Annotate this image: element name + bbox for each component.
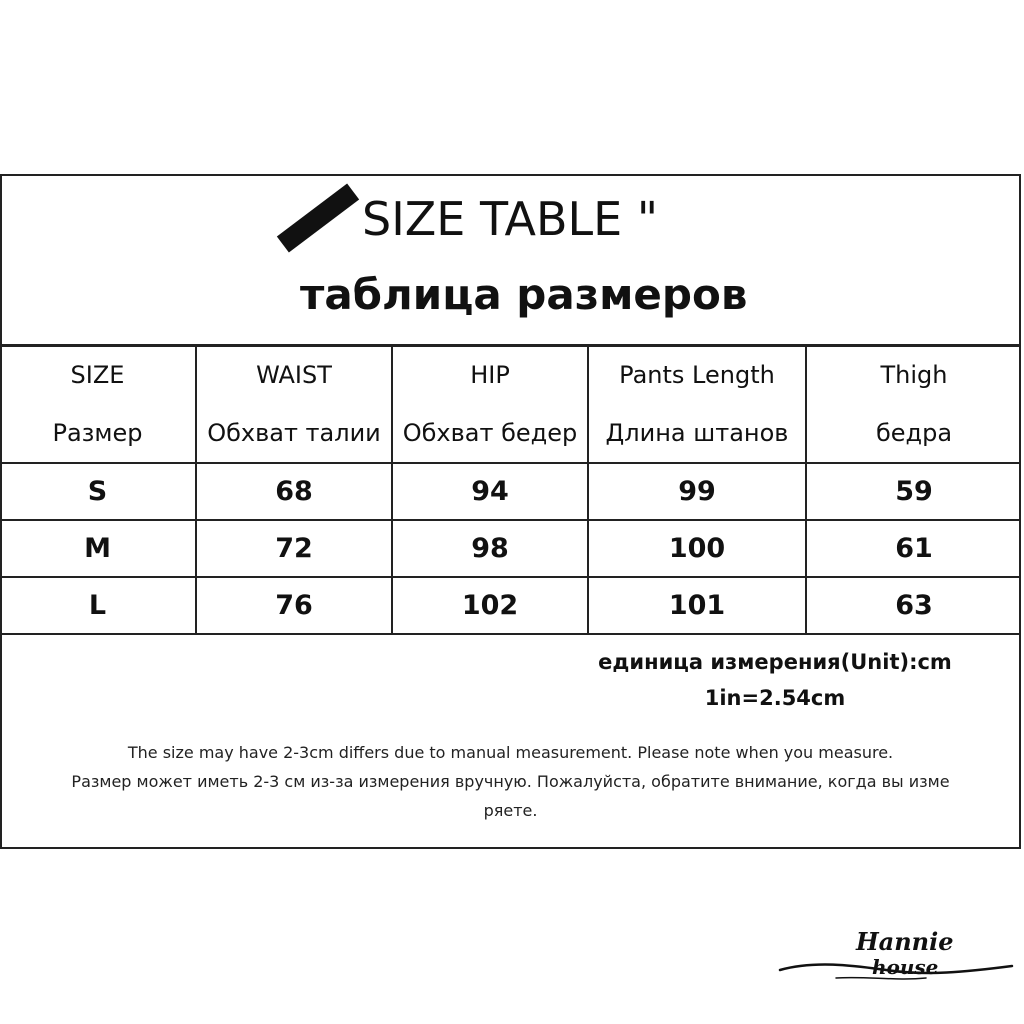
cell-hip: 94 [392,463,588,520]
size-table [0,344,1021,635]
cell-waist: 76 [196,577,392,634]
cell-pants-length: 100 [588,520,806,577]
cell-pants-length: 101 [588,577,806,634]
header-label-ru: бедра [875,419,953,447]
header-waist [196,345,392,463]
header-label-en: Pants Length [619,361,775,389]
brand-logo [776,926,1016,1006]
header-size [0,345,196,463]
header-label-ru: Обхват талии [207,419,381,447]
header-label-en: Thigh [880,361,948,389]
title-english: SIZE TABLE " [362,192,658,246]
cell-waist: 72 [196,520,392,577]
header-hip [392,345,588,463]
header-pants-length [588,345,806,463]
logo-word-top: Hannie [856,927,954,956]
disclaimer-english: The size may have 2-3cm differs due to manual measurement. Please note when you measure. [127,743,894,762]
header-label-en: WAIST [256,361,332,389]
unit-line: единица измерения(Unit):cm [598,650,952,674]
header-label-en: HIP [470,361,510,389]
cell-thigh: 61 [806,520,1021,577]
header-label-ru: Обхват бедер [402,419,578,447]
cell-hip: 102 [392,577,588,634]
table-row [0,577,1021,634]
cell-hip: 98 [392,520,588,577]
cell-size: S [0,463,196,520]
logo-word-bottom: house [872,955,939,979]
cell-waist: 68 [196,463,392,520]
cell-size: M [0,520,196,577]
table-header-row [0,345,1021,463]
conversion-line: 1in=2.54cm [704,686,846,710]
measurement-disclaimer [4,738,1017,825]
table-row [0,520,1021,577]
cell-size: L [0,577,196,634]
disclaimer-russian-continued: ряете. [483,801,538,820]
cell-thigh: 63 [806,577,1021,634]
cell-thigh: 59 [806,463,1021,520]
table-row [0,463,1021,520]
header-label-ru: Длина штанов [605,419,789,447]
unit-note [560,644,990,716]
header-thigh [806,345,1021,463]
header-label-en: SIZE [70,361,125,389]
cell-pants-length: 99 [588,463,806,520]
header-label-ru: Размер [52,419,143,447]
disclaimer-russian: Размер может иметь 2-3 см из-за измерения вручную. Пожалуйста, обратите внимание, когда вы изме [71,772,950,791]
title-russian: таблица размеров [300,270,748,319]
